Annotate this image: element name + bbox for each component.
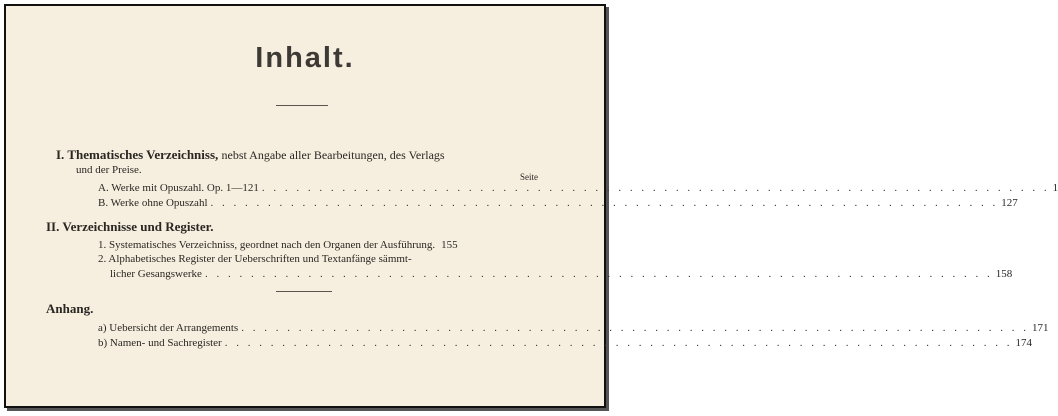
toc-entry-anhang-a[interactable] [98, 322, 1049, 334]
toc-entry-anhang-b[interactable] [98, 337, 1032, 349]
toc-entry-1b[interactable] [98, 197, 1018, 209]
section-2-heading [46, 219, 213, 235]
section-2-title: II. Verzeichnisse und Register. [46, 219, 214, 234]
title-divider [276, 105, 328, 106]
leader-dots: . . . . . . . . . . . . . . . . . . . . . . . . . . . . . . . . . . . . . . . . . . . . . . . . . . . . . . . . . . . . . . . . . . . . . [261, 182, 1050, 194]
leader-dots: . . . . . . . . . . . . . . . . . . . . . . . . . . . . . . . . . . . . . . . . . . . . . . . . . . . . . . . . . . . . . . . . . . . . . [224, 337, 1013, 349]
anhang-heading [46, 301, 93, 317]
leader-dots: . . . . . . . . . . . . . . . . . . . . . . . . . . . . . . . . . . . . . . . . . . . . . . . . . . . . . . . . . . . . . . . . . . . . . [204, 268, 993, 280]
toc-entry-page: 174 [1015, 337, 1032, 349]
section-divider [276, 291, 332, 292]
leader-dots: . . . . . . . . . . . . . . . . . . . . . . . . . . . . . . . . . . . . . . . . . . . . . . . . . . . . . . . . . . . . . . . . . . . . . [241, 322, 1029, 334]
toc-entry-label: 1. Systematisches Verzeichniss, geordnet nach den Organen der Ausführung. [98, 239, 436, 251]
leader-dots: . . . . . . . . . . . . . . . . . . . . . . . . . . . . . . . . . . . . . . . . . . . . . . . . . . . . . . . . . . . . . . . . . . . . . [210, 197, 999, 209]
document-page [6, 6, 1058, 406]
section-1-title: I. Thematisches Verzeichniss, [56, 147, 219, 162]
page-column-label: Seite [520, 172, 538, 182]
toc-entry-page: 1 [1052, 182, 1058, 194]
page-title: Inhalt. [255, 42, 355, 74]
page-frame [4, 4, 1058, 408]
toc-entry-page: 158 [995, 268, 1013, 280]
toc-entry-label: licher Gesangswerke [110, 268, 202, 280]
toc-entry-label: b) Namen- und Sachregister [98, 337, 222, 349]
section-1-title-rest: nebst Angabe aller Bearbeitungen, des Verlags [221, 148, 445, 162]
section-1-heading [56, 147, 445, 163]
toc-entry-1a[interactable] [98, 182, 1058, 194]
toc-entry-label: B. Werke ohne Opuszahl [98, 197, 208, 209]
toc-entry-2-2[interactable] [110, 268, 1013, 280]
toc-entry-2-1[interactable] [98, 239, 542, 251]
toc-entry-2-2-line1[interactable]: 2. Alphabetisches Register der Ueberschriften und Textanfänge sämmt- [98, 253, 412, 265]
toc-entry-page: 171 [1031, 322, 1049, 334]
toc-entry-page: 127 [1001, 197, 1018, 209]
section-1-continuation: und der Preise. [76, 164, 142, 176]
anhang-title: Anhang. [46, 301, 94, 316]
toc-entry-label: A. Werke mit Opuszahl. Op. 1—121 [98, 182, 259, 194]
toc-entry-page: 155 [441, 239, 458, 251]
toc-entry-label: a) Uebersicht der Arrangements [98, 322, 239, 334]
